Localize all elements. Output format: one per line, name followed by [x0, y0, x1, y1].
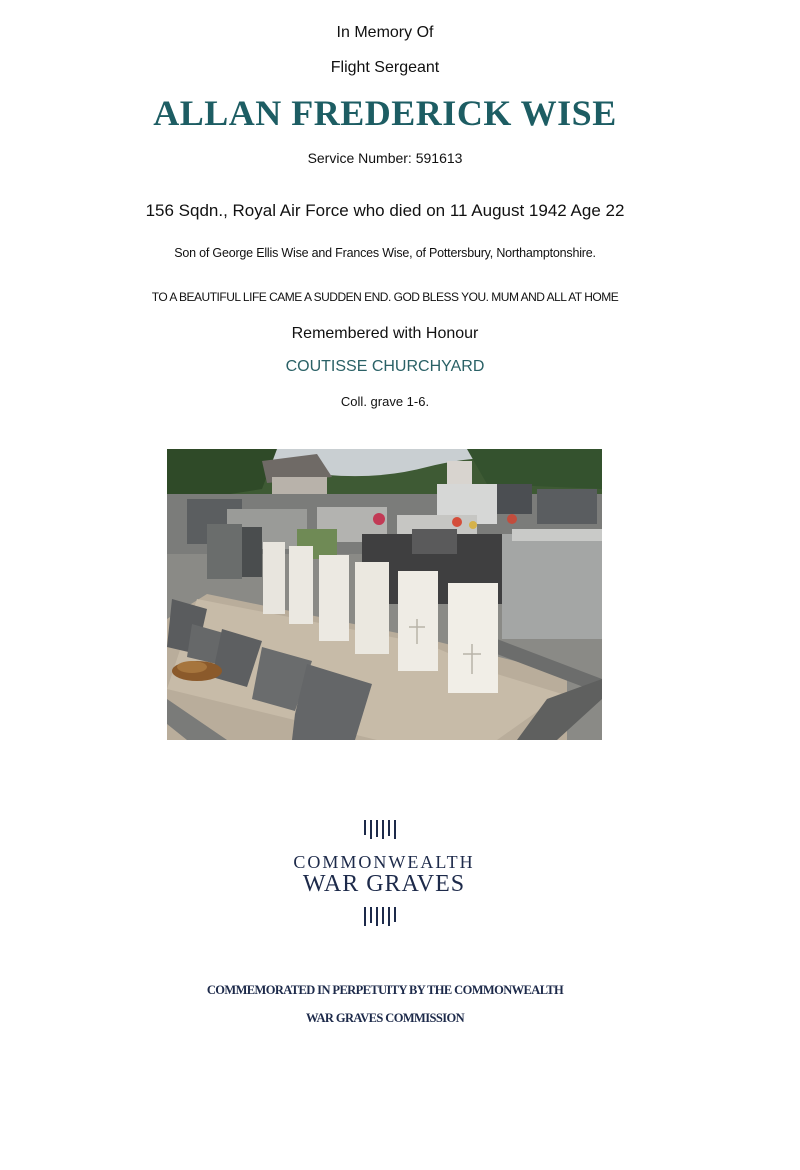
churchyard-photo [167, 449, 602, 740]
logo-text-war-graves: WAR GRAVES [302, 871, 466, 897]
cemetery-name: COUTISSE CHURCHYARD [285, 358, 485, 375]
cwgc-logo [284, 818, 484, 933]
person-name: ALLAN FREDERICK WISE [153, 93, 617, 133]
unit-and-death-line: 156 Sqdn., Royal Air Force who died on 11 August 1942 Age 22 [145, 201, 625, 220]
commemoration-line-2: WAR GRAVES COMMISSION [305, 1011, 465, 1025]
logo-bars-top [364, 820, 396, 839]
in-memory-label: In Memory Of [336, 24, 434, 41]
remembered-with-honour: Remembered with Honour [291, 325, 479, 342]
logo-text-commonwealth: COMMONWEALTH [293, 852, 475, 872]
rank-label: Flight Sergeant [330, 59, 440, 76]
family-line: Son of George Ellis Wise and Frances Wise, of Pottersbury, Northamptonshire. [174, 246, 596, 260]
grave-reference: Coll. grave 1-6. [340, 394, 430, 409]
logo-bars-bottom [364, 907, 396, 926]
headstone-inscription: TO A BEAUTIFUL LIFE CAME A SUDDEN END. GOD BLESS YOU. MUM AND ALL AT HOME [151, 290, 619, 304]
commemoration-line-1: COMMEMORATED IN PERPETUITY BY THE COMMONWEALTH [206, 983, 564, 997]
service-number: Service Number: 591613 [307, 150, 463, 166]
